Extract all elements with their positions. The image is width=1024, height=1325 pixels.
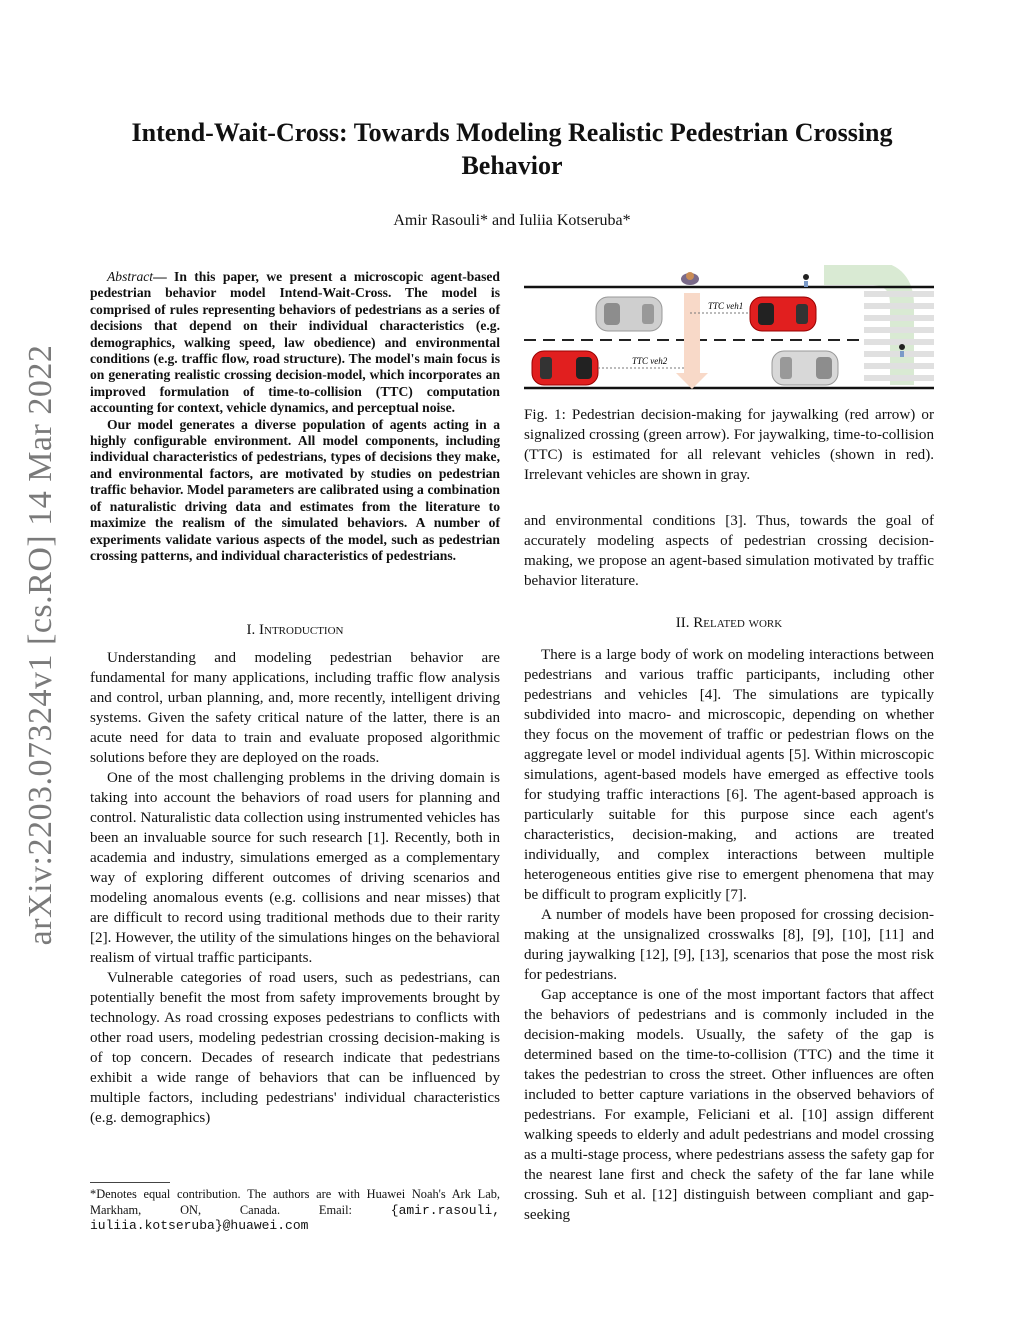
footnote — [90, 1182, 500, 1234]
figure-1 — [524, 265, 934, 395]
abstract — [90, 269, 500, 564]
arxiv-id: arXiv:2203.07324v1 [cs.RO] 14 Mar 2022 — [22, 344, 59, 946]
right-column — [524, 511, 934, 1225]
abstract-label: Abstract — [107, 269, 154, 284]
related-p3: Gap acceptance is one of the most important factors that affect the behaviors of pedestrians and is commonly included in the decision-making models. Usually, the safety of the gap is determined based on the time-to-collision (TTC) and the time it takes the pedestrian to cross the street. Other influences are often included to better capture variations in the observed behaviors of pedestrians. For example, Feliciani et al. [10] assign different walking speeds to elderly and adult pedestrians and model crossing as a multi-stage process, where pedestrians assess the safety gap for the nearest lane first and check the safety of the far lane while crossing. Suh et al. [12] distinguish between compliant and gap-seeking — [524, 987, 934, 1223]
ttc1-label: TTC veh1 — [708, 301, 744, 311]
footnote-text: *Denotes equal contribution. The authors are with Huawei Noah's Ark Lab, Markham, ON, Canada. Email: — [90, 1187, 500, 1217]
intro-p1: Understanding and modeling pedestrian behavior are fundamental for many applications, including traffic flow analysis and control, urban planning, and, more recently, intelligent driving systems. Given the safety critical nature of the latter, there is an acute need for data to train and evaluate proposed algorithmic solutions before they are deployed on the roads. — [90, 650, 500, 766]
intro-heading: I. Introduction — [246, 622, 344, 638]
red-car-bottom — [532, 351, 598, 385]
figure-caption: Fig. 1: Pedestrian decision-making for jaywalking (red arrow) or signalized crossing (green arrow). For jaywalking, time-to-collision (TTC) is estimated for all relevant vehicles (shown in red). Irrelevant vehicles are shown in gray. — [524, 407, 934, 483]
abstract-p1: — In this paper, we present a microscopic agent-based pedestrian behavior model Intend-Wait-Cross. The model is comprised of rules representing behaviors of pedestrians as a series of decisions that depend on their individual characteristics (e.g. demographics, walking speed, law obedience) and environmental conditions (e.g. traffic flow, road structure). The model's main focus is on generating realistic crossing decision-model, which incorporates an improved formulation of time-to-collision (TTC) computation accounting for context, vehicle dynamics, and perceptual noise. — [90, 269, 500, 416]
gray-car-bottom — [772, 351, 838, 385]
related-p1: There is a large body of work on modeling interactions between pedestrians and various traffic participants, including other pedestrians and vehicles [4]. The simulations are typically subdivided into macro- and microscopic, depending on whether they focus on the movement of traffic or pedestrian flows on the aggregate level or model individual agents [5]. Within microscopic simulations, agent-based models have emerged as effective tools for studying traffic interactions [6]. The agent-based approach is particularly suitable for this purpose since each agent's characteristics, decision-making, and actions are treated individually, and complex interactions between multiple heterogeneous entities give rise to emergent phenomena that may be difficult to program explicitly [7]. — [524, 647, 934, 903]
intro-p2: One of the most challenging problems in the driving domain is taking into account the behaviors of road users for planning and control. Naturalistic data collection using instrumented vehicles has been an invaluable source for such research [1]. Recently, both in academia and industry, simulations emerged as a complementary way of exploring different outcomes of driving scenarios and modeling anomalous events (e.g. collisions and near misses) that are difficult to record using traditional methods due to their rarity [2]. However, the utility of the simulations hinges on the behavioral realism of virtual traffic participants. — [90, 770, 500, 966]
intro-cont: and environmental conditions [3]. Thus, towards the goal of accurately modeling aspects of pedestrian crossing decision-making, we propose an agent-based simulation motivated by traffic behavior literature. — [524, 513, 934, 589]
arxiv-sidebar — [16, 340, 66, 950]
related-p2: A number of models have been proposed for crossing decision-making at the unsignalized crosswalks [8], [9], [10], [11] and during jaywalking [12], [9], [13], scenarios that pose the most risk for pedestrians. — [524, 907, 934, 983]
ttc2-label: TTC veh2 — [632, 356, 668, 366]
footnote-rule — [90, 1182, 170, 1183]
intro-section — [90, 620, 500, 1128]
paper-title: Intend-Wait-Cross: Towards Modeling Realistic Pedestrian Crossing Behavior — [131, 118, 893, 180]
gray-car-top — [596, 297, 662, 331]
related-heading: II. Related work — [675, 615, 783, 631]
red-car-top — [750, 297, 816, 331]
paper-authors: Amir Rasouli* and Iuliia Kotseruba* — [393, 212, 631, 229]
intro-p3: Vulnerable categories of road users, such as pedestrians, can potentially benefit the most from safety improvements brought by technology. As road crossing exposes pedestrians to conflicts with other road users, modeling pedestrian crossing decision-making is of top concern. Decades of research indicate that pedestrians exhibit a wide range of behaviors that can be influenced by multiple factors, including pedestrians' individual characteristics (e.g. demographics) — [90, 970, 500, 1126]
abstract-p2: Our model generates a diverse population of agents acting in a highly configurable environment. All model components, including individual characteristics of pedestrians, types of decisions they make, and environmental factors, are motivated by studies on pedestrian traffic behavior. Model parameters are calibrated using a combination of naturalistic driving data and estimates from the literature to maximize the realism of the simulated behaviors. A number of experiments validate various aspects of the model, such as pedestrian crossing patterns, and individual characteristics of pedestrians. — [90, 416, 500, 563]
footnote-emails: {amir.rasouli, iuliia.kotseruba}@huawei.com — [90, 1202, 500, 1234]
